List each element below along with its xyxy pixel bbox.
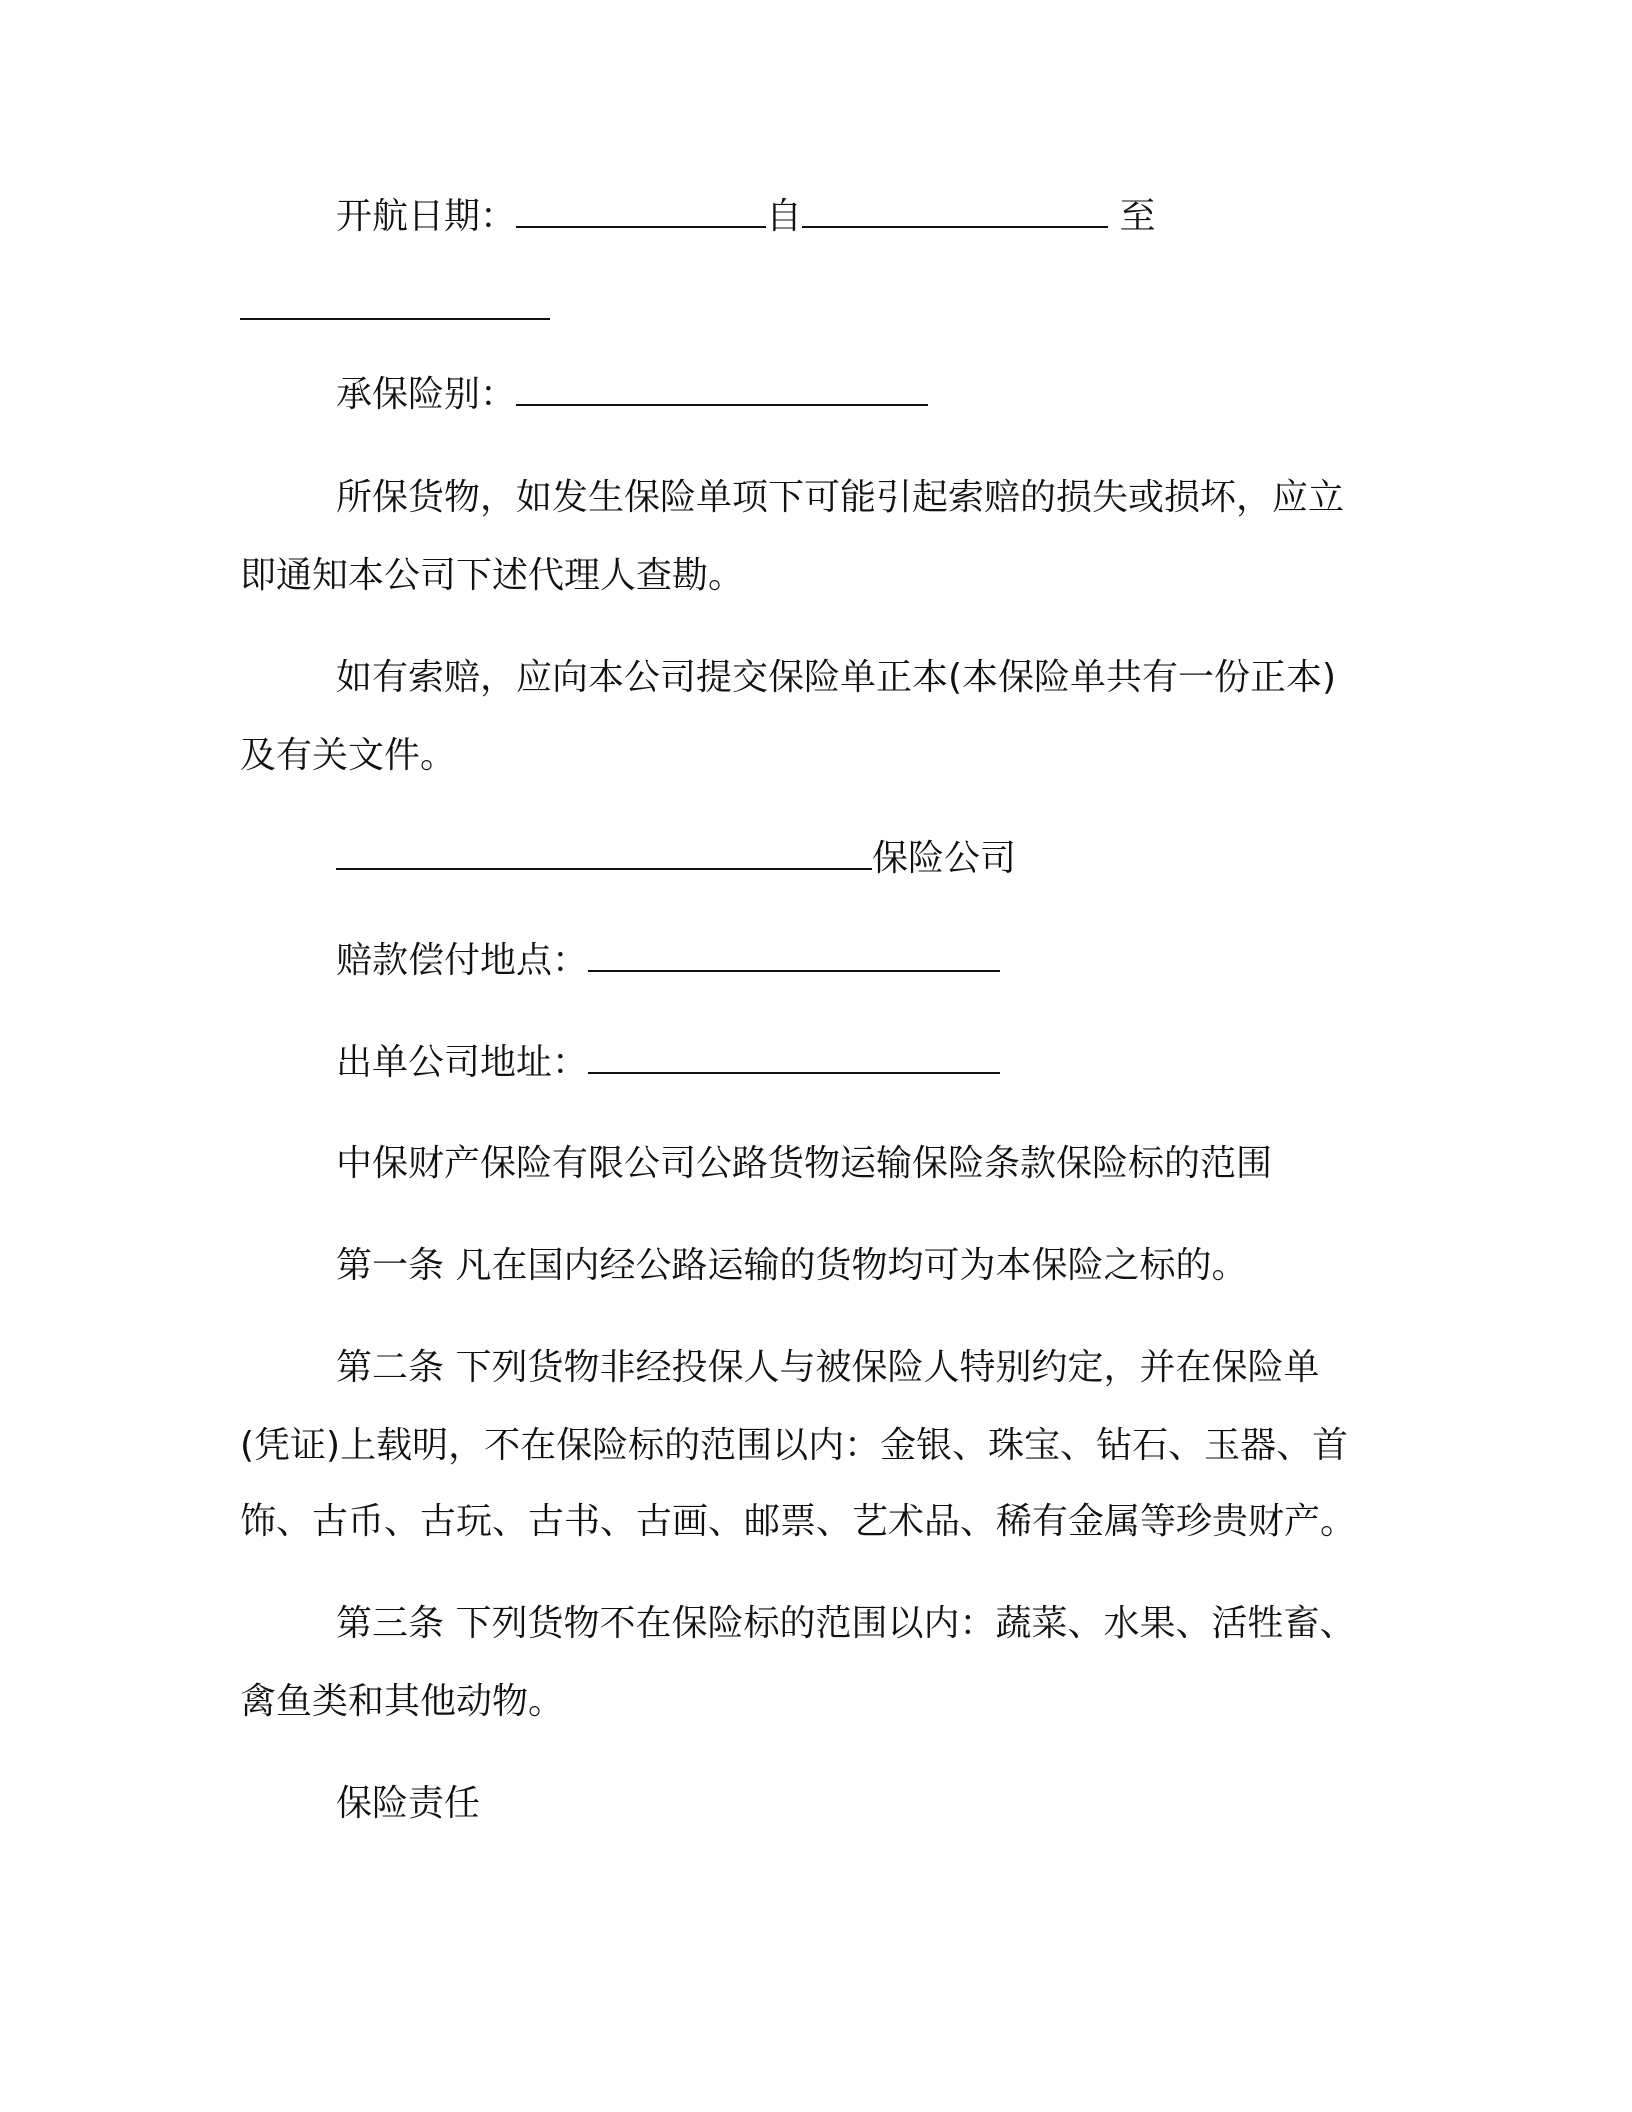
insurer-suffix: 保险公司 xyxy=(872,838,1017,879)
payment-place-line xyxy=(336,940,1400,981)
article-3-line-2: 禽鱼类和其他动物。 xyxy=(240,1681,565,1722)
article-2-line-3: 饰、古币、古玩、古书、古画、邮票、艺术品、稀有金属等珍贵财产。 xyxy=(240,1501,1357,1542)
voyage-to-blank xyxy=(240,288,550,320)
voyage-date-label: 开航日期： xyxy=(336,196,517,237)
article-2-line-2: (凭证)上载明，不在保险标的范围以内：金银、珠宝、钻石、玉器、首 xyxy=(240,1425,1349,1466)
voyage-date-line xyxy=(336,196,1400,237)
voyage-to-label: 至 xyxy=(1119,196,1156,237)
liability-heading: 保险责任 xyxy=(336,1783,481,1824)
claim-line-1: 如有索赔，应向本公司提交保险单正本(本保险单共有一份正本) xyxy=(336,657,1337,698)
payment-place-label: 赔款偿付地点： xyxy=(336,940,589,981)
article-2-line-1: 第二条 下列货物非经投保人与被保险人特别约定，并在保险单 xyxy=(336,1347,1320,1388)
article-1-line-1: 第一条 凡在国内经公路运输的货物均可为本保险之标的。 xyxy=(336,1245,1248,1286)
voyage-date-blank xyxy=(516,196,766,228)
coverage-label: 承保险别： xyxy=(336,374,517,415)
notice-line-1: 所保货物，如发生保险单项下可能引起索赔的损失或损坏，应立 xyxy=(336,477,1345,518)
payment-place-blank xyxy=(588,940,1000,972)
voyage-from-blank xyxy=(802,196,1108,228)
issuer-address-blank xyxy=(588,1042,1000,1074)
insurer-name-blank xyxy=(336,838,872,870)
voyage-from-label: 自 xyxy=(766,196,803,237)
insurer-line xyxy=(336,838,1400,879)
notice-line-2: 即通知本公司下述代理人查勘。 xyxy=(240,555,745,596)
article-3-line-1: 第三条 下列货物不在保险标的范围以内：蔬菜、水果、活牲畜、 xyxy=(336,1603,1356,1644)
issuer-address-label: 出单公司地址： xyxy=(336,1042,589,1083)
coverage-blank xyxy=(516,374,928,406)
claim-line-2: 及有关文件。 xyxy=(240,735,457,776)
voyage-to-blank-line xyxy=(240,288,1400,329)
issuer-address-line xyxy=(336,1042,1400,1083)
clauses-title: 中保财产保险有限公司公路货物运输保险条款保险标的范围 xyxy=(336,1143,1273,1184)
coverage-line xyxy=(336,374,1400,415)
